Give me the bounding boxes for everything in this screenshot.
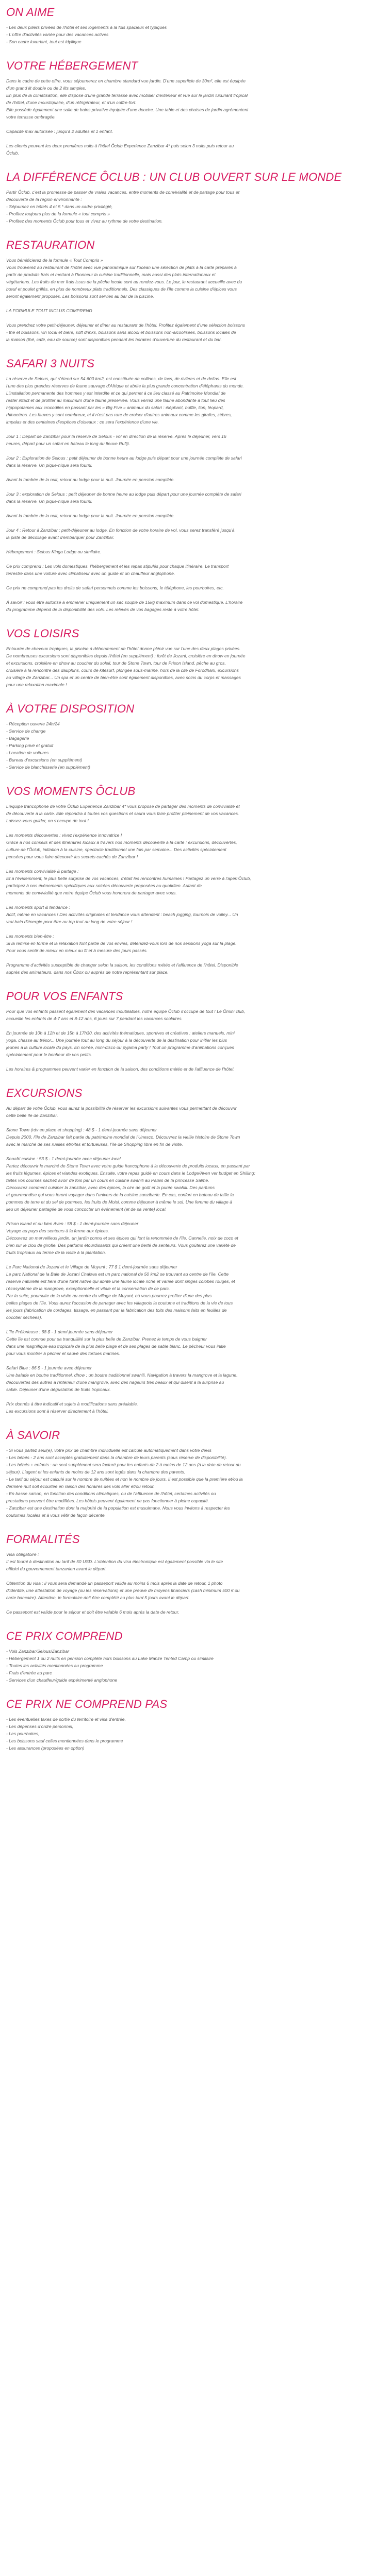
- spacer-line: [6, 591, 385, 599]
- section-heading: RESTAURATION: [6, 239, 95, 251]
- text-line: - Les bébés - 2 ans sont acceptés gratuitement dans la chambre de leurs parents (sous réserve de disponibilité).: [6, 1455, 227, 1460]
- text-line: - Frais d'entrée au parc: [6, 1670, 52, 1675]
- section-body: [6, 1648, 385, 1684]
- text-line: - Service de change: [6, 728, 46, 734]
- section-body: [6, 1551, 385, 1616]
- text-line: l'une des plus grandes réserves de faune sauvage d'Afrique et abrite la plus grande concentration d'éléphants du monde.: [6, 383, 244, 388]
- spacer-line: [6, 426, 385, 433]
- text-line: - Service de blanchisserie (en supplément): [6, 765, 90, 770]
- text-line: prestations peuvent être modifiées. Les hôtels peuvent également ne pas fonctionner à pleine capacité.: [6, 1498, 209, 1503]
- text-line: Depuis 2000, l'île de Zanzibar fait partie du patrimoine mondial de l'Unesco. Découvrez la vieille histoire de Stone Town: [6, 1134, 240, 1140]
- text-line: Entourée de cheveux tropiques, la piscine à débordement de l'hôtel donne plénir vue sur l'une des deux plages privées.: [6, 646, 241, 651]
- text-line: Capacité max autorisée : jusqu'à 2 adultes et 1 enfant.: [6, 129, 113, 134]
- text-line: bien sur le clou de girofle. Des parfums étourdissants qui créent une fierté de senteurs. Vous goûterez une variété de: [6, 1243, 236, 1248]
- text-line: l'écosystème de la mangrove, exceptionnelle et vitale et la conservation de ce parc.: [6, 1286, 170, 1291]
- text-line: pommes de terre et du sel de pommes, les fruits de Moisi, comme déjeuner à même le sol. Une femme du village à: [6, 1199, 232, 1205]
- text-line: avec le marché de ses ruelles étroites et tortueuses, l'île de Shopping libre en fin de visite.: [6, 1142, 183, 1147]
- text-line: - Les boissons sauf celles mentionnées dans le programme: [6, 1738, 123, 1743]
- text-line: - Bureau d'excursions (en supplément): [6, 757, 83, 762]
- text-line: Jour 3 : exploration de Selous : petit déjeuner de bonne heure au lodge puis départ pour une journée complète de safari: [6, 492, 241, 497]
- text-line: de l'hôtel, d'une moustiquaire, d'un réfrigérateur, et d'un coffre-fort.: [6, 100, 137, 105]
- text-line: Pour que vos enfants passent également des vacances inoubliables, notre équipe Ôclub s'occupe de tout ! Le Ômini club,: [6, 1009, 246, 1014]
- text-line: Les clients peuvent les deux premières nuits à l'hôtel Ôclub Experience Zanzibar 4* puis selon 3 nuits puis retour au: [6, 143, 234, 148]
- section-heading: POUR VOS ENFANTS: [6, 990, 123, 1003]
- text-line: Ôclub.: [6, 150, 19, 156]
- section-heading: À SAVOIR: [6, 1429, 60, 1442]
- spacer-line: [6, 860, 385, 868]
- spacer-line: [6, 483, 385, 490]
- section: [6, 170, 385, 225]
- text-line: bœuf et poulet grillés, en plus de nombreux plats traditionnels. Des classiques de l'île comme la cuisine d'épices vous: [6, 286, 237, 292]
- text-line: Seaafri cuisine : 53 $ - 1 demi-journée avec déjeuner local: [6, 1156, 121, 1161]
- text-line: réserve naturelle est fière d'une forêt native qui abrite une faune locale riche et variée dont singes colobes rouges, et: [6, 1279, 235, 1284]
- text-line: Prix donnés à titre indicatif et sujets à modifications sans préalable.: [6, 1401, 138, 1406]
- spacer-line: [6, 469, 385, 476]
- text-line: Actif, même en vacances ! Des activités originales et tendance vous attendent : beach jogging, tournois de volley... Un: [6, 912, 238, 917]
- text-line: la maison (thé, café, eau de source) sont disponibles pendant les horaires d'ouverture du restaurant et du bar.: [6, 337, 222, 342]
- section-body: [6, 189, 385, 225]
- text-line: carte bancaire). Attention, le formulaire doit être complété au plus tard 5 jours avant le départ.: [6, 1595, 190, 1600]
- spacer-line: [6, 1058, 385, 1065]
- section-body: [6, 803, 385, 976]
- text-line: la piste de décollage avant d'embarquer pour Zanzibar.: [6, 535, 115, 540]
- spacer-line: [6, 1321, 385, 1328]
- text-line: spécialement pour le bonheur de vos petits.: [6, 1052, 92, 1057]
- section-body: [6, 1105, 385, 1415]
- text-line: dans une magnifique eau tropicale de la plus belle plage et de ses plages de sable blanc. Le pêcheur vous initie: [6, 1344, 226, 1349]
- text-line: Une balade en boutre traditionnel, dhow ; un boutre traditionnel swahili. Navigation à travers la mangrove et la lagune,: [6, 1372, 238, 1378]
- text-line: L'équipe francophone de votre Ôclub Experience Zanzibar 4* vous propose de partager des moments de convivialité et: [6, 804, 240, 809]
- text-line: et gourmandise qui vous feront voyager dans l'univers de la cuisine zanzibarie. En cas, confort en bateau de taille la: [6, 1192, 234, 1197]
- text-line: votre terrasse ombragée.: [6, 114, 56, 120]
- text-line: au village de Zanzibar... Un spa et un centre de bien-être sont également disponibles, avec soins du corps et massages: [6, 675, 241, 680]
- section-body: [6, 77, 385, 157]
- spacer-line: [6, 541, 385, 548]
- spacer-line: [6, 1357, 385, 1364]
- text-line: Vous trouverez au restaurant de l'hôtel avec vue panoramique sur l'océan une sélection de plats à la carte préparés à: [6, 265, 237, 270]
- section: [6, 784, 385, 976]
- text-line: Vous bénéficierez de la formule « Tout Compris »: [6, 258, 103, 263]
- text-line: - Les dépenses d'ordre personnel,: [6, 1724, 74, 1729]
- spacer-line: [6, 1213, 385, 1220]
- text-line: Obtention du visa : il vous sera demandé un passeport valide au moins 6 mois après la date de retour, 1 photo: [6, 1581, 223, 1586]
- text-line: Il est fourni à destination au tarif de 50 USD. L'obtention du visa électronique est également possible via le site: [6, 1559, 223, 1564]
- text-line: seront également proposés. Les boissons sont servies au bar de la piscine.: [6, 294, 154, 299]
- text-line: Ce prix comprend : Les vols domestiques, l'hébergement et les repas stipulés pour chaque itinéraire. Le transport: [6, 564, 229, 569]
- section-body: [6, 257, 385, 343]
- text-line: séjour). L'agent et les enfants de moins de 12 ans sont logés dans la chambre des parents.: [6, 1469, 186, 1475]
- section-body: [6, 645, 385, 688]
- text-line: - En basse saison, en fonction des conditions climatiques, ou de l'affluence de l'hôtel, certaines activités ou: [6, 1491, 216, 1496]
- text-line: hippopotames aux crocodiles en passant par les « Big Five » animaux du safari : éléphant, buffle, lion, léopard,: [6, 405, 224, 410]
- section-heading: CE PRIX NE COMPREND PAS: [6, 1698, 168, 1710]
- section-heading: VOTRE HÉBERGEMENT: [6, 59, 138, 72]
- spacer-line: [6, 135, 385, 142]
- section-heading: CE PRIX COMPREND: [6, 1630, 123, 1642]
- section-body: [6, 1716, 385, 1752]
- text-line: faites vos courses sachez avoir de fois par un cours en cuisine swahili au Palais de la princesse Salme.: [6, 1178, 209, 1183]
- text-line: Hébergement : Selous Kinga Lodge ou similaire.: [6, 549, 102, 554]
- spacer-line: [6, 896, 385, 904]
- text-line: Cette île est connue pour sa tranquillité sur la plus belle de Zanzibar. Prenez le temps de vous baigner: [6, 1336, 207, 1342]
- section-heading: SAFARI 3 NUITS: [6, 357, 95, 370]
- spacer-line: [6, 1572, 385, 1580]
- text-line: partir de produits frais et mettant à l'honneur la cuisine traditionnelle, mais aussi des plats internationaux et: [6, 272, 216, 277]
- spacer-line: [6, 1256, 385, 1263]
- text-line: terrestre dans une voiture avec climatiseur avec un guide et un chauffeur anglophone.: [6, 571, 175, 576]
- section: [6, 626, 385, 688]
- section-heading: VOS LOISIRS: [6, 627, 79, 640]
- text-line: coutumes locales et à vous vêtir de façon décente.: [6, 1513, 106, 1518]
- section: [6, 59, 385, 157]
- text-line: cette belle île de Zanzibar.: [6, 1113, 58, 1118]
- text-line: culture de l'Ôclub, initiation à la cuisine, spectacle traditionnel une fois par semaine... Des activités spécialement: [6, 847, 226, 852]
- text-line: Par la suite, poursuite de la visite au centre du village de Muyuni, où vous pourrez profiter d'une des plus: [6, 1293, 212, 1298]
- text-line: - Les deux piliers privées de l'hôtel et ses logements à la fois spacieux et typiques: [6, 25, 167, 30]
- text-line: Et à l'évidemment, le plus belle surprise de vos vacances, c'était les rencontres humaines ! Partagez un verre à l'apéri'Ôclub,: [6, 876, 251, 881]
- section: [6, 702, 385, 771]
- text-line: Visa obligatoire :: [6, 1552, 39, 1557]
- spacer-line: [6, 954, 385, 961]
- text-line: Les moments découvertes : vivez l'expérience innovatrice !: [6, 833, 122, 838]
- section: [6, 1428, 385, 1519]
- text-line: pensées pour vous faire découvrir les secrets cachés de Zanzibar !: [6, 854, 138, 859]
- spacer-line: [6, 577, 385, 584]
- text-line: - Toutes les activités mentionnées au programme: [6, 1663, 103, 1668]
- text-line: Elle possède également une salle de bains privative équipée d'une douche. Une table et des chaises de jardin agrémentent: [6, 107, 249, 112]
- text-line: Stone Town (rdv en place et shopping) : 48 $ - 1 demi-journée sans déjeuner: [6, 1127, 157, 1132]
- text-line: Jour 1 : Départ de Zanzibar pour la réserve de Selous - vol en direction de la réserve. Après le déjeuner, vers 16: [6, 434, 226, 439]
- text-line: Voyage au pays des senteurs à la ferme aux épices.: [6, 1228, 109, 1233]
- section: [6, 1629, 385, 1684]
- text-line: et excursions, croisière en dhow au coucher du soleil, tour de Stone Town, tour de Prison Island, pêche au gros,: [6, 660, 226, 666]
- text-line: - Vols Zanzibar/Selous/Zanzibar: [6, 1649, 69, 1654]
- text-line: - Le tarif du séjour est calculé sur le nombre de nuitées et non le nombre de jours. Il est possible que la première et/ou la: [6, 1477, 243, 1482]
- text-line: De nombreuses excursions sont disponibles depuis l'hôtel (en supplément) : forêt de Jozani, croisière en dhow en journée: [6, 653, 246, 658]
- text-line: sable. Déjeuner d'une dégustation de fruits tropicaux.: [6, 1387, 111, 1392]
- spacer-line: [6, 505, 385, 512]
- text-line: L'installation permanente des hommes y est interdite et ce qui permet à ce lieu classé au Patrimoine Mondial de: [6, 391, 226, 396]
- text-line: croisière à la rencontre des dauphins, cours de kitesurf, plongée sous-marine, hors de la cité de Forodhani, excursions: [6, 668, 239, 673]
- section-heading: VOS MOMENTS ÔCLUB: [6, 785, 136, 798]
- section: [6, 1532, 385, 1616]
- text-line: - Séjournez en hôtels 4 et 5 * dans un cadre privilégié,: [6, 204, 113, 209]
- section: [6, 1697, 385, 1752]
- text-line: Jour 2 : Exploration de Selous : petit déjeuner de bonne heure au lodge puis départ pour une journée complète de safari: [6, 455, 242, 461]
- text-line: moments de convivialité que notre équipe Ôclub vous honorera de partager avec vous.: [6, 890, 177, 895]
- text-line: - Profitez des moments Ôclub pour tous et vivez au rythme de votre destination.: [6, 218, 163, 224]
- text-line: À savoir : vous être autorisé à emmener uniquement un sac souple de 15kg maximum dans ce vol domestique. L'horaire: [6, 600, 243, 605]
- section-heading: FORMALITÉS: [6, 1533, 80, 1546]
- text-line: Le Parc National de Jozani et le Village de Muyuni : 77 $ 1 demi-journée sans déjeuner: [6, 1264, 177, 1269]
- text-line: Les excursions sont à réserver directement à l'hôtel.: [6, 1409, 109, 1414]
- text-line: découverte de la région environnante :: [6, 197, 82, 202]
- text-line: heures, départ pour un safari en bateau le long du fleuve Rufiji.: [6, 441, 130, 446]
- text-line: - Location de voitures: [6, 750, 49, 755]
- text-line: - Les bébés + enfants : un seul supplément sera facturé pour les enfants de 2 à moins de 12 ans (à la date de retour du: [6, 1462, 241, 1467]
- text-line: - thé et boissons, vin local et bière, soft drinks, boissons sans alcool et boissons non-alcoolisées, boissons locales de: [6, 330, 236, 335]
- text-line: Ce prix ne comprend pas les droits de safari personnels comme les boissons, le téléphone, les pourboires, etc.: [6, 585, 224, 590]
- text-line: Les moments convivialité & partage :: [6, 869, 79, 874]
- text-line: - Son cadre luxuriant, tout est idyllique: [6, 39, 82, 44]
- text-line: Si la remise en forme et la relaxation font partie de vos envies, détendez-vous lors de nos sessions yoga sur la plage.: [6, 941, 237, 946]
- text-line: En journée de 10h à 12h et de 15h à 17h30, des activités thématiques, sportives et créatives : ateliers manuels, mini: [6, 1030, 235, 1036]
- text-line: L'île Prélorieuse : 68 $ - 1 demi-journée sans déjeuner: [6, 1329, 113, 1334]
- text-line: - Profitez toujours plus de la formule « tout compris »: [6, 211, 110, 216]
- text-line: impalas et des centaines d'espèces d'oiseaux : ce sera l'expérience d'une vie.: [6, 419, 159, 425]
- text-line: Safari Blue : 86 $ - 1 journée avec déjeuner: [6, 1365, 92, 1370]
- section-heading: À VOTRE DISPOSITION: [6, 702, 135, 715]
- text-line: Vous prendrez votre petit-déjeuner, déjeuner et dîner au restaurant de l'hôtel. Profitez également d'une sélection boissons: [6, 323, 246, 328]
- section-body: [6, 24, 385, 45]
- text-line: Prison island et ou bien Aven : 58 $ - 1 demi-journée sans déjeuner: [6, 1221, 139, 1226]
- text-line: Les horaires & programmes peuvent varier en fonction de la saison, des conditions météo et de l'affluence de l'hôtel.: [6, 1066, 235, 1072]
- text-line: Programme d'activités susceptible de changer selon la saison, les conditions météo et l'affluence de l'hôtel. Disponible: [6, 962, 238, 968]
- text-line: - Les pourboires,: [6, 1731, 40, 1736]
- section-heading: LA DIFFÉRENCE ÔCLUB : UN CLUB OUVERT SUR LE MONDE: [6, 171, 342, 183]
- text-line: - Parking privé et gratuit: [6, 743, 54, 748]
- text-line: jeunes à la culture locale du pays. En soirée, mini-disco ou pyjama party ! Tout un programme d'animations conçues: [6, 1045, 234, 1050]
- section-body: [6, 720, 385, 771]
- page-content: [0, 5, 391, 1752]
- text-line: rester intact et de profiter au maximum d'une faune préservée. Vous verrez une faune abondante à tout lieu des: [6, 398, 225, 403]
- section: [6, 5, 385, 45]
- text-line: lieu un déjeuner partagée de vous concocter un événement (et de sa vente) local.: [6, 1207, 167, 1212]
- spacer-line: [6, 519, 385, 527]
- text-line: LA FORMULE TOUT INCLUS COMPREND: [6, 308, 92, 313]
- spacer-line: [6, 300, 385, 307]
- text-line: Jour 4 : Retour à Zanzibar : petit-déjeuner au lodge. En fonction de votre horaire de vol, vous serez transféré jusqu'à: [6, 528, 235, 533]
- spacer-line: [6, 1393, 385, 1400]
- text-line: Pour vous sentir de mieux en mieux au fil et à mesure des jours passés.: [6, 948, 148, 953]
- section-heading: ON AIME: [6, 6, 55, 19]
- text-line: auprès des animateurs, dans nos Ôbox ou auprès de notre représentant sur place.: [6, 970, 169, 975]
- text-line: - Bagagerie: [6, 736, 29, 741]
- section-body: [6, 1008, 385, 1073]
- section: [6, 989, 385, 1073]
- spacer-line: [6, 1148, 385, 1155]
- spacer-line: [6, 314, 385, 321]
- text-line: La réserve de Selous, qui s'étend sur 54 600 km2, est constituée de collines, de lacs, de rivières et de deltas. Elle est: [6, 376, 236, 381]
- text-line: dernière nuit soit écourtée en raison des horaires des vols aller et/ou retour.: [6, 1484, 155, 1489]
- text-line: - Réception ouverte 24h/24: [6, 721, 60, 726]
- text-line: d'un grand lit double ou de 2 lits simples.: [6, 86, 86, 91]
- text-line: de découverte à la carte. Elle répondra à toutes vos questions et saura vous faire profiter pleinement de vos vacances.: [6, 811, 239, 816]
- text-line: Partez découvrir le marché de Stone Town avec votre guide francophone à la découverte de produits locaux, en passant par: [6, 1163, 250, 1168]
- text-line: Avant la tombée de la nuit, retour au lodge pour la nuit. Journée en pension complète.: [6, 477, 175, 482]
- text-line: - Hébergement 1 ou 2 nuits en pension complète hors boissons au Lake Manze Tented Camp ou similaire: [6, 1656, 214, 1661]
- text-line: Découvrez un merveilleux jardin, un jardin connu et ses épices qui font la renommée de l'île. Cannelle, noix de coco et: [6, 1235, 238, 1241]
- section-body: [6, 1447, 385, 1519]
- text-line: - Si vous partez seul(e), votre prix de chambre individuelle est calculé automatiquement dans votre devis: [6, 1448, 211, 1453]
- spacer-line: [6, 555, 385, 563]
- text-line: Les moments sport & tendance :: [6, 905, 70, 910]
- spacer-line: [6, 447, 385, 454]
- text-line: dans la réserve. Un pique-nique sera fourni.: [6, 463, 93, 468]
- section: [6, 238, 385, 343]
- text-line: participez à nos événements spécifiques aux soirées découverte proposées au quotidien. Autant de: [6, 883, 202, 888]
- text-line: - Les assurances (proposées en option): [6, 1745, 85, 1751]
- spacer-line: [6, 925, 385, 933]
- text-line: dans la réserve. Un pique-nique sera fourni.: [6, 499, 93, 504]
- text-line: du programme dépend de la disponibilité des vols. Les relevés de vos bagages reste à votre hôtel.: [6, 607, 200, 612]
- section: [6, 1086, 385, 1415]
- text-line: belles plages de l'île. Vous aurez l'occasion de partager avec les villageois la coutume et traditions de la vie de tous: [6, 1300, 233, 1306]
- text-line: accueille les enfants de 4-7 ans et 8-12 ans, 6 jours sur 7 pendant les vacances scolaires.: [6, 1016, 183, 1021]
- spacer-line: [6, 1022, 385, 1029]
- text-line: rhinocéros. Les fauves y sont nombreux, et il n'est pas rare de croiser d'autres animaux comme les girafes, zèbres,: [6, 412, 232, 417]
- text-line: - L'offre d'activités variée pour des vacances actives: [6, 32, 109, 37]
- text-line: vrai bain d'énergie pour être au top tout au long de votre séjour !: [6, 919, 133, 924]
- text-line: d'identité, une attestation de voyage (ou les réservations) et une preuve de moyens financiers (cash minimum 500 € ou: [6, 1588, 240, 1593]
- text-line: - Zanzibar est une destination dont la majorité de la population est musulmane. Nous vous invitons à respecter les: [6, 1505, 230, 1511]
- text-line: Ce passeport est valide pour le séjour et doit être valable 6 mois après la date de retour.: [6, 1609, 180, 1615]
- text-line: yoga, chasse au trésor... Une journée tout au long du séjour à la découverte de la destination pour initier les plus: [6, 1038, 227, 1043]
- spacer-line: [6, 1119, 385, 1126]
- section-heading: EXCURSIONS: [6, 1087, 83, 1099]
- section: [6, 357, 385, 613]
- text-line: pour une relaxation maximale !: [6, 682, 67, 687]
- text-line: Au départ de votre Ôclub, vous aurez la possibilité de réserver les excursions suivantes vous permettant de découvrir: [6, 1106, 237, 1111]
- text-line: Le parc National de la Baie de Jozani Chakwa est un parc national de 50 km2 se trouvant au centre de l'île. Cette: [6, 1272, 229, 1277]
- text-line: Les moments bien-être :: [6, 934, 54, 939]
- text-line: En plus de la climatisation, elle dispose d'une grande terrasse avec mobilier d'extérieur et vue sur le jardin luxuriant tropical: [6, 93, 248, 98]
- text-line: Grâce à nos conseils et des itinéraires locaux à travers nos moments découverte à la carte : excursions, découvertes,: [6, 840, 237, 845]
- text-line: pour vous montrer à pêcher et sauvé des tortues marines.: [6, 1351, 120, 1356]
- text-line: Découvrez comment cuisiner la zanzibar, avec des épices, la cire de goût et la purée swahili. Des parfums: [6, 1185, 215, 1190]
- text-line: officiel du gouvernement tanzanien avant le départ.: [6, 1566, 107, 1571]
- text-line: végétariens. Les fruits de mer frais issus de la pêche locale sont au rendez-vous. Le jour, le restaurant accueille avec du: [6, 279, 242, 284]
- text-line: cocotier séchées).: [6, 1315, 42, 1320]
- text-line: - Services d'un chauffeur/guide expérimenté anglophone: [6, 1677, 118, 1683]
- spacer-line: [6, 121, 385, 128]
- section-body: [6, 375, 385, 613]
- spacer-line: [6, 824, 385, 832]
- text-line: découvertes des autres à l'intérieur d'une mangrove, avec des nageurs très beaux et qui disent à la surprise au: [6, 1380, 224, 1385]
- text-line: Dans le cadre de cette offre, vous séjournerez en chambre standard vue jardin. D'une superficie de 30m², elle est équipée: [6, 78, 246, 83]
- text-line: fruits tropicaux au terme de la visite à la plantation.: [6, 1250, 106, 1255]
- spacer-line: [6, 1601, 385, 1608]
- text-line: - Les éventuelles taxes de sortie du territoire et visa d'entrée,: [6, 1717, 126, 1722]
- text-line: les jours (fabrication de cordages, tissage, en passant par la fabrication des toits des maisons faits en feuilles de: [6, 1308, 227, 1313]
- text-line: les fruits légumes, épices et viandes exotiques. Ensuite, votre repas guidé en cours dans le Lodge/Aven ver budget en Shilling;: [6, 1171, 255, 1176]
- text-line: Avant la tombée de la nuit, retour au lodge pour la nuit. Journée en pension complète.: [6, 513, 175, 518]
- text-line: Partir Ôclub, c'est la promesse de passer de vraies vacances, entre moments de convivialité et de partage pour tous et: [6, 190, 240, 195]
- text-line: Laissez-vous guider, on s'occupe de tout !: [6, 818, 89, 823]
